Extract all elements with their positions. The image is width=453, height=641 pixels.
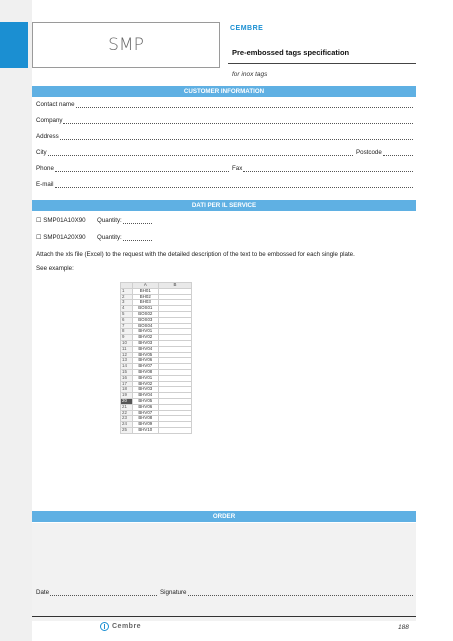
phone-line[interactable]: [55, 165, 229, 172]
signature-label: Signature: [160, 589, 187, 596]
sheet-cell-a: BHV07: [132, 410, 158, 416]
order-area: [32, 523, 416, 621]
section-tab-marker: [0, 22, 28, 68]
left-margin-strip: [0, 0, 32, 641]
contact-name-line[interactable]: [76, 101, 413, 108]
sheet-row-number: 6: [121, 317, 133, 323]
column-b-header: B: [158, 283, 191, 289]
footer-divider: [32, 616, 416, 617]
sheet-cell-a: BHV03: [132, 340, 158, 346]
brand-label: CEMBRE: [230, 25, 264, 32]
quantity-line-2[interactable]: [123, 234, 152, 241]
sheet-row-number: 7: [121, 323, 133, 329]
sheet-row-number: 21: [121, 404, 133, 410]
sheet-cell-a: BOS03: [132, 317, 158, 323]
postcode-line[interactable]: [383, 149, 413, 156]
postcode-field[interactable]: [356, 149, 414, 156]
signature-line[interactable]: [188, 589, 414, 596]
sheet-cell-a: BHV08: [132, 416, 158, 422]
company-field[interactable]: [36, 117, 414, 124]
address-label: Address: [36, 133, 59, 140]
sheet-cell-a: BH03: [132, 300, 158, 306]
sheet-row-number: 8: [121, 329, 133, 335]
quantity-label-1: Quantity:: [97, 217, 122, 224]
option-checkbox-2[interactable]: ☐ SMP01A20X90: [36, 234, 86, 241]
sheet-row-number: 25: [121, 427, 133, 433]
sheet-cell-a: BOS01: [132, 306, 158, 312]
sheet-row-number: 3: [121, 300, 133, 306]
sheet-row-number: 4: [121, 306, 133, 312]
sheet-row-number: 11: [121, 346, 133, 352]
fax-label: Fax: [232, 165, 243, 172]
city-line[interactable]: [48, 149, 353, 156]
sheet-cell-a: BHV02: [132, 381, 158, 387]
date-label: Date: [36, 589, 50, 596]
option-checkbox-1[interactable]: ☐ SMP01A10X90: [36, 217, 86, 224]
footer-logo: [100, 622, 141, 631]
page-title: Pre-embossed tags specification: [232, 48, 350, 57]
sheet-cell-a: BHV05: [132, 352, 158, 358]
attach-instruction: Attach the xls file (Excel) to the request with the detailed description of the text to be embossed for each single plate.: [36, 251, 355, 258]
quantity-field-1[interactable]: [97, 217, 153, 224]
see-example-label: See example:: [36, 265, 74, 272]
sheet-row-number: 13: [121, 358, 133, 364]
column-a-header: A: [132, 283, 158, 289]
quantity-field-2[interactable]: [97, 234, 153, 241]
sheet-cell-a: BH01: [132, 288, 158, 294]
sheet-row-number: 1: [121, 288, 133, 294]
sheet-row-number: 2: [121, 294, 133, 300]
page-subtitle: for inox tags: [232, 71, 268, 78]
quantity-line-1[interactable]: [123, 217, 152, 224]
sheet-row-number: 15: [121, 369, 133, 375]
page-number: 188: [398, 624, 409, 631]
customer-info-heading: CUSTOMER INFORMATION: [32, 86, 416, 97]
contact-name-field[interactable]: [36, 101, 414, 108]
sheet-row-number: 20: [121, 398, 133, 404]
quantity-label-2: Quantity:: [97, 234, 122, 241]
sheet-row-number: 16: [121, 375, 133, 381]
sheet-cell-a: BHV06: [132, 358, 158, 364]
sheet-cell-a: BHV05: [132, 398, 158, 404]
address-field[interactable]: [36, 133, 414, 140]
sheet-row: [121, 427, 192, 433]
sheet-cell-a: BOS02: [132, 311, 158, 317]
sheet-cell-a: BH02: [132, 294, 158, 300]
service-heading: DATI PER IL SERVICE: [32, 200, 416, 211]
email-field[interactable]: [36, 181, 414, 188]
signature-field[interactable]: [160, 589, 414, 596]
sheet-row-number: 5: [121, 311, 133, 317]
sheet-row-number: 24: [121, 422, 133, 428]
sheet-row-number: 12: [121, 352, 133, 358]
city-field[interactable]: [36, 149, 354, 156]
sheet-cell-a: BHV07: [132, 364, 158, 370]
order-heading: ORDER: [32, 511, 416, 522]
company-line[interactable]: [63, 117, 413, 124]
sheet-cell-a: BHV08: [132, 369, 158, 375]
phone-field[interactable]: [36, 165, 230, 172]
example-spreadsheet: [120, 282, 192, 434]
phone-label: Phone: [36, 165, 54, 172]
contact-name-label: Contact name: [36, 101, 75, 108]
fax-field[interactable]: [232, 165, 414, 172]
sheet-row-number: 17: [121, 381, 133, 387]
sheet-cell-a: BHV04: [132, 393, 158, 399]
sheet-cell-a: BHV03: [132, 387, 158, 393]
product-code: SMP: [32, 22, 220, 68]
sheet-row-number: 22: [121, 410, 133, 416]
date-line[interactable]: [50, 589, 157, 596]
sheet-cell-a: BHV01: [132, 375, 158, 381]
city-label: City: [36, 149, 47, 156]
sheet-row-number: 10: [121, 340, 133, 346]
company-label: Company: [36, 117, 63, 124]
email-label: E-mail: [36, 181, 54, 188]
sheet-cell-a: BOS04: [132, 323, 158, 329]
sheet-cell-a: BHV06: [132, 404, 158, 410]
title-divider: [228, 63, 416, 64]
sheet-cell-a: BHV02: [132, 335, 158, 341]
footer-logo-text: Cembre: [112, 623, 142, 630]
sheet-cell-a: BHV01: [132, 329, 158, 335]
address-line[interactable]: [60, 133, 413, 140]
date-field[interactable]: [36, 589, 158, 596]
sheet-row-number: 9: [121, 335, 133, 341]
sheet-row-number: 18: [121, 387, 133, 393]
sheet-cell-b: [158, 427, 191, 433]
sheet-row-number: 23: [121, 416, 133, 422]
sheet-cell-a: BHV04: [132, 346, 158, 352]
fax-line[interactable]: [243, 165, 413, 172]
postcode-label: Postcode: [356, 149, 382, 156]
sheet-cell-a: BHV09: [132, 422, 158, 428]
email-line[interactable]: [55, 181, 413, 188]
sheet-row-number: 14: [121, 364, 133, 370]
cembre-logo-icon: [100, 622, 109, 631]
sheet-cell-a: BHV10: [132, 427, 158, 433]
sheet-row-number: 19: [121, 393, 133, 399]
